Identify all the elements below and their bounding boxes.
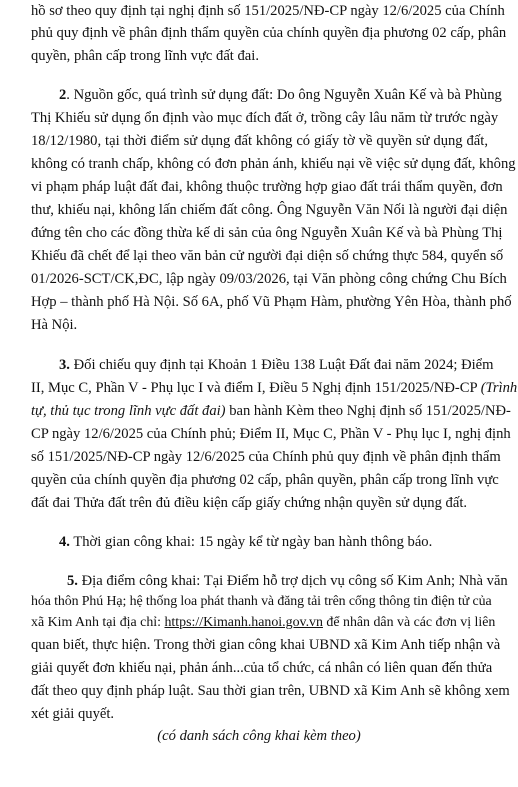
para5-line3-pre: xã Kim Anh tại địa chỉ: <box>31 615 165 630</box>
para3-line3-text: ban hành Kèm theo Nghị định số 151/2025/NĐ- <box>225 403 511 419</box>
para2-line5: vi phạm pháp luật đất đai, không thuộc trường hợp giao đất trái thẩm quyền, đơn <box>31 179 503 195</box>
para5-line1 <box>67 572 508 590</box>
para2-line9: 01/2026-SCT/CK,ĐC, lập ngày 09/03/2026, tại Văn phòng công chứng Chu Bích <box>31 271 507 287</box>
para5-line4: quan biết, thực hiện. Trong thời gian công khai UBND xã Kim Anh tiếp nhận và <box>31 637 501 653</box>
para2-number: 2 <box>59 87 67 103</box>
para5-line6: đất theo quy định pháp luật. Sau thời gian trên, UBND xã Kim Anh sẽ không xem <box>31 683 510 699</box>
para3-line3-italic: tự, thủ tục trong lĩnh vực đất đai) <box>31 403 226 419</box>
para4-number: 4. <box>59 534 70 550</box>
para3-line2-italic: (Trình <box>480 380 518 396</box>
para5-line3 <box>31 614 496 632</box>
para3-line1-text: Đối chiếu quy định tại Khoản 1 Điều 138 Luật Đất đai năm 2024; Điểm <box>69 357 494 373</box>
para2-line3: 18/12/1980, tại thời điểm sử dụng đất không có giấy tờ về quyền sử dụng đất, <box>31 133 488 149</box>
para4-line1 <box>59 533 518 551</box>
para3-line5: số 151/2025/NĐ-CP ngày 12/6/2025 của Chính phủ quy định về phân định thẩm <box>31 449 501 465</box>
para5-line7: xét giải quyết. <box>31 706 115 722</box>
footnote: (có danh sách công khai kèm theo) <box>157 728 361 744</box>
para2-line1-text: . Nguồn gốc, quá trình sử dụng đất: Do ông Nguyễn Xuân Kế và bà Phùng <box>66 87 502 103</box>
para3-line1 <box>59 356 494 374</box>
para2-line7: đứng tên cho các đồng thừa kế di sản của ông Nguyễn Xuân Kế và bà Phùng Thị <box>31 225 503 241</box>
para3-line6: quyền của chính quyền địa phương 02 cấp, phân quyền, phân cấp trong lĩnh vực <box>31 472 499 488</box>
para3-line3 <box>31 402 511 420</box>
para1-line3: quyền, phân cấp trong lĩnh vực đất đai. <box>31 48 259 64</box>
para5-line1-text: Địa điểm công khai: Tại Điểm hỗ trợ dịch vụ công số Kim Anh; Nhà văn <box>77 573 508 589</box>
para2-line10: Hợp – thành phố Hà Nội. Số 6A, phố Vũ Phạm Hàm, phường Yên Hòa, thành phố <box>31 294 512 310</box>
para2-line11: Hà Nội. <box>31 317 78 333</box>
para4-text: Thời gian công khai: 15 ngày kể từ ngày ban hành thông báo. <box>69 534 433 550</box>
portal-link[interactable]: https://Kimanh.hanoi.gov.vn <box>164 615 323 630</box>
para2-line2: Thị Khiếu sử dụng ổn định vào mục đích đất ở, trồng cây lâu năm từ trước ngày <box>31 110 499 126</box>
para5-line3-post: để nhân dân và các đơn vị liên <box>322 615 496 630</box>
para1-line2: phủ quy định về phân định thẩm quyền của chính quyền địa phương 02 cấp, phân <box>31 25 507 41</box>
para3-line7: đất đai Thửa đất trên đủ điều kiện cấp giấy chứng nhận quyền sử dụng đất. <box>31 495 468 511</box>
para2-line1 <box>59 86 502 104</box>
para2-line4: không có tranh chấp, không có đơn phản ánh, khiếu nại về việc sử dụng đất, không <box>31 156 516 172</box>
para2-line6: thư, khiếu nại, không lấn chiếm đất công. Ông Nguyễn Văn Nối là người đại diện <box>31 202 508 218</box>
para1-line1: hồ sơ theo quy định tại nghị định số 151/2025/NĐ-CP ngày 12/6/2025 của Chính <box>31 3 505 19</box>
para5-line2: hóa thôn Phú Hạ; hệ thống loa phát thanh và đăng tải trên cổng thông tin điện tử của <box>31 594 492 609</box>
para2-line8: Khiếu đã chết để lại theo văn bản cử người đại diện số chứng thực 584, quyển số <box>31 248 504 264</box>
para5-line5: giải quyết đơn khiếu nại, phản ánh...của tổ chức, cá nhân có liên quan đến thửa <box>31 660 493 676</box>
para3-line2-text: II, Mục C, Phần V - Phụ lục I và điểm I, Điều 5 Nghị định 151/2025/NĐ-CP <box>31 380 478 396</box>
para3-number: 3. <box>59 357 70 373</box>
para3-line4: CP ngày 12/6/2025 của Chính phủ; Điểm II, Mục C, Phần V - Phụ lục I, nghị định <box>31 426 511 442</box>
para3-line2 <box>31 379 518 397</box>
para5-number: 5. <box>67 573 78 589</box>
